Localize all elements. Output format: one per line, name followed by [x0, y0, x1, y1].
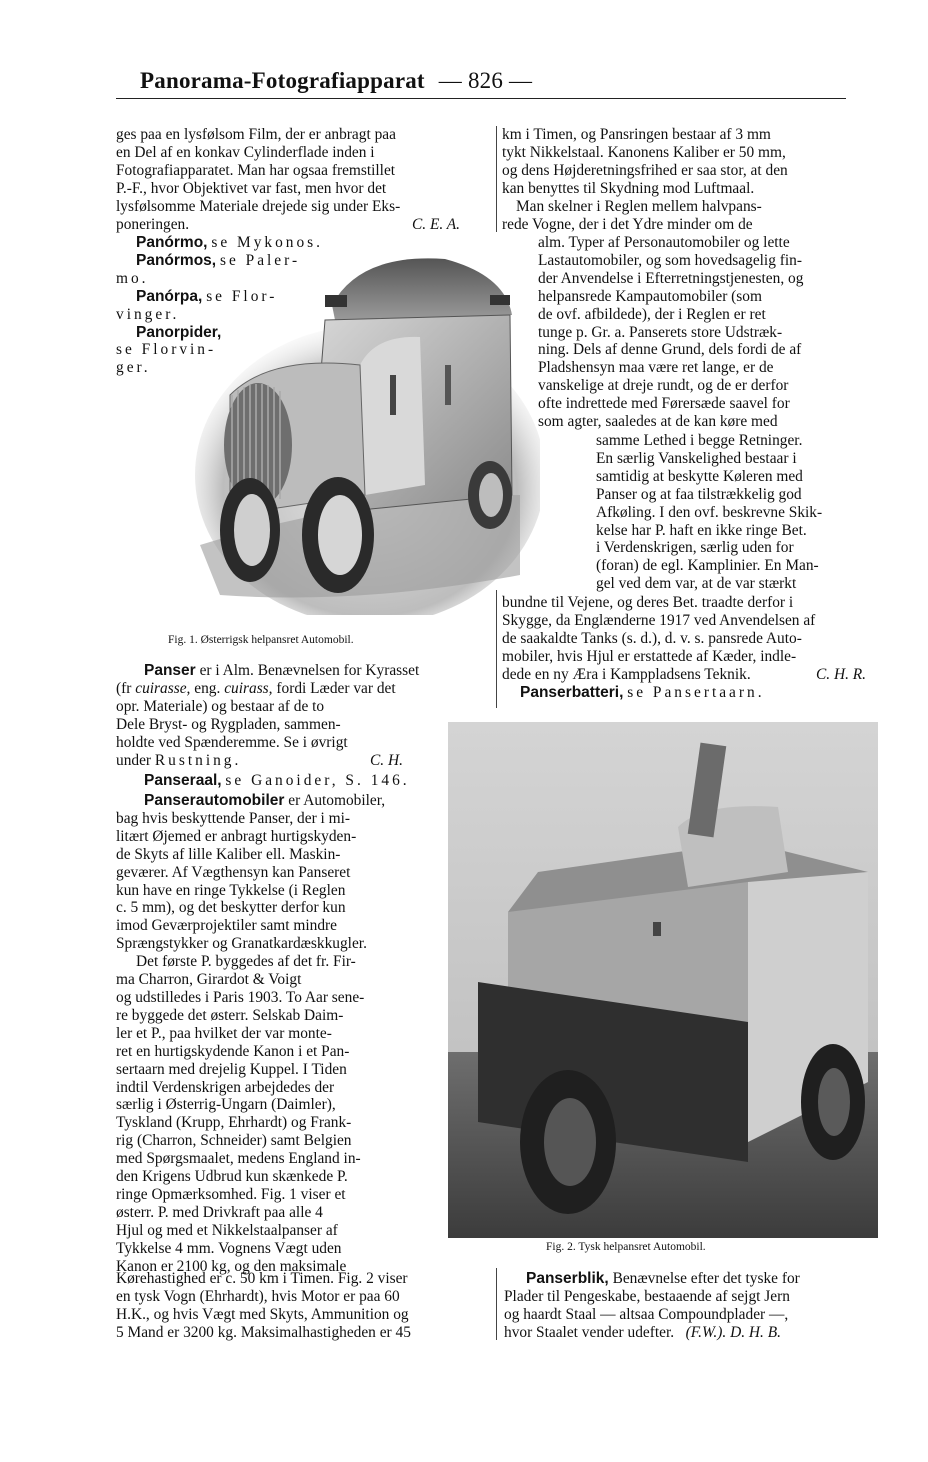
text-line: ning. Dels af denne Grund, dels fordi de af — [538, 341, 802, 359]
headword: Panserbatteri, — [520, 683, 624, 701]
text-line: P.-F., hvor Objektivet var fast, men hvor det — [116, 179, 387, 197]
entry-panorpider-cont: se Florvin- — [116, 341, 217, 359]
text-fragment: (fr — [116, 679, 132, 697]
entry-panorpider-cont2: ger. — [116, 359, 151, 377]
text-line: kelse har P. haft en ikke ringe Bet. — [596, 521, 807, 539]
text-line: Sprængstykker og Granatkardæskkugler. — [116, 935, 367, 953]
text-line — [116, 772, 426, 790]
entry-panserbatteri — [502, 684, 876, 702]
text-line: og dens Højderetningsfrihed er saa stor, at den — [502, 161, 788, 179]
headword: Panórmo, — [136, 234, 208, 251]
text-line — [504, 1270, 878, 1288]
text-line: i Verdenskrigen, særlig uden for — [596, 539, 794, 557]
text-fragment: dede en ny Æra i Kamppladsens Teknik. — [502, 665, 751, 683]
text-line: der Anvendelse i Efterretningstjenesten, og — [538, 269, 804, 287]
right-full-paragraph — [502, 594, 876, 701]
text-line: Tyskland (Krupp, Ehrhardt) og Frank- — [116, 1114, 352, 1132]
text-line: Det første P. byggedes af det fr. Fir- — [136, 953, 356, 971]
text-line: kan benyttes til Skydning mod Luftmaal. — [502, 179, 755, 197]
text-fragment: eng. — [194, 679, 221, 697]
text-line: særlig i Østerrig-Ungarn (Daimler), — [116, 1096, 336, 1114]
text-fragment: er i Alm. Benævnelsen for Kyrasset — [199, 662, 420, 679]
text-line: ofte indrettede med Førersæde saavel for — [538, 395, 790, 413]
text-line — [116, 792, 426, 810]
text-line: re byggede det østerr. Selskab Daim- — [116, 1006, 344, 1024]
text-line — [116, 752, 426, 770]
text-line: ler et P., paa hvilket der var monte- — [116, 1024, 332, 1042]
text-line: Lastautomobiler, og som hovedsagelig fin- — [538, 251, 802, 269]
entry-panser-narrow — [116, 698, 426, 770]
text-line: opr. Materiale) og bestaar af de to — [116, 698, 325, 715]
text-line: samtidig at beskytte Køleren med — [596, 467, 803, 485]
text-line: gel ved dem var, at de var stærkt — [596, 575, 797, 593]
text-line: En særlig Vanskelighed bestaar i — [596, 449, 797, 467]
text-line: (foran) de egl. Kamplinier. En Man- — [596, 557, 819, 575]
text-line: lysfølsomme Materiale drejede sig under Eks- — [116, 197, 401, 215]
text-line: Hjul og med et Nikkelstaalpanser af — [116, 1221, 338, 1239]
signature-cea: C. E. A. — [412, 215, 461, 233]
column-divider-top — [496, 126, 497, 232]
page-header — [140, 68, 532, 94]
left-intro-paragraph — [116, 126, 488, 233]
text-fragment: cuirass, — [224, 679, 273, 697]
text-line: imod Geværprojektiler samt mindre — [116, 917, 337, 935]
reference: se Flor- — [206, 287, 278, 305]
headword: Panórpa, — [136, 287, 203, 305]
entry-panormos-cont: mo. — [116, 269, 149, 287]
text-line: litært Øjemed er anbragt hurtigskyden- — [116, 827, 357, 845]
reference: se Mykonos. — [211, 234, 324, 251]
entry-panorpa-cont: vinger. — [116, 305, 180, 323]
text-line: tykt Nikkelstaal. Kanonens Kaliber er 50 mm, — [502, 143, 786, 161]
text-line — [116, 662, 488, 680]
entry-panseraal — [116, 772, 426, 790]
text-fragment: fordi Læder var det — [276, 679, 396, 697]
headword: Panórmos, — [136, 251, 217, 269]
text-line: vanskelige at dreje rundt, og de er derfor — [538, 377, 789, 395]
text-line: H.K., og hvis Vægt med Skyts, Ammunition og — [116, 1305, 409, 1323]
text-line: ret en hurtigskydende Kanon i et Pan- — [116, 1042, 350, 1060]
text-line: sertaarn med drejelig Kuppel. I Tiden — [116, 1060, 347, 1078]
text-line: bundne til Vejene, og deres Bet. traadte derfor i — [502, 594, 794, 611]
text-line: de saakaldte Tanks (s. d.), d. v. s. pansrede Auto- — [502, 629, 802, 647]
text-line: ringe Opmærksomhed. Fig. 1 viser et — [116, 1185, 346, 1203]
armored-car-illustration — [160, 245, 540, 615]
text-fragment: poneringen. — [116, 215, 190, 233]
text-line: Kanon er 2100 kg, og den maksimale — [116, 1257, 347, 1275]
text-line: en Del af en konkav Cylinderflade inden i — [116, 143, 375, 161]
text-fragment: hvor Staalet vender udefter. — [504, 1323, 675, 1341]
headword: Panserblik, — [526, 1270, 609, 1287]
text-fragment: Benævnelse efter det tyske for — [612, 1270, 800, 1287]
reference: se Paler- — [219, 251, 301, 269]
text-line: Fotografiapparatet. Man har ogsaa fremstillet — [116, 161, 396, 179]
text-line — [504, 1324, 878, 1342]
header-rule — [116, 98, 846, 99]
text-line: tunge p. Gr. a. Panserets store Udstræk- — [538, 323, 783, 341]
figure-2-caption: Fig. 2. Tysk helpansret Automobil. — [546, 1241, 706, 1253]
text-line: de Skyts af lille Kaliber ell. Maskin- — [116, 845, 341, 863]
text-line: indtil Verdenskrigen arbejdedes der — [116, 1078, 335, 1096]
text-line: den Krigens Udbrud kun skænkede P. — [116, 1168, 348, 1186]
text-line: c. 5 mm), og det beskytter derfor kun — [116, 899, 346, 917]
text-line: med Spørgsmaalet, medens England in- — [116, 1150, 361, 1168]
text-line: rede Vogne, der i det Ydre minder om de — [502, 215, 753, 233]
right-mid-paragraph — [538, 234, 874, 431]
text-line: Kørehastighed er c. 50 km i Timen. Fig. 2 viser — [116, 1270, 408, 1287]
headword: Panorpider, — [136, 323, 222, 341]
text-line: Afkøling. I den ovf. beskrevne Skik- — [596, 503, 823, 521]
text-line — [502, 666, 876, 684]
text-line: en tysk Vogn (Ehrhardt), hvis Motor er paa 60 — [116, 1287, 400, 1305]
headword: Panseraal, — [144, 772, 222, 789]
entry-panser — [116, 662, 488, 698]
text-line: ma Charron, Girardot & Voigt — [116, 971, 302, 989]
header-title: Panorama-Fotografiapparat — [140, 68, 425, 93]
headword: Panser — [144, 662, 196, 679]
text-line: km i Timen, og Pansringen bestaar af 3 mm — [502, 126, 771, 143]
column-divider-bottom — [496, 1268, 497, 1340]
text-fragment: cuirasse, — [135, 679, 191, 697]
armored-car-photo — [448, 722, 878, 1238]
entry-panserautomobiler-wide — [116, 1270, 492, 1342]
text-line: alm. Typer af Personautomobiler og lette — [538, 234, 790, 251]
figure-2-image — [448, 722, 878, 1238]
right-top-paragraph — [502, 126, 876, 233]
text-line: Panser og at faa tilstrækkelig god — [596, 485, 802, 503]
text-line: helpansrede Kampautomobiler (som — [538, 287, 762, 305]
text-line: de ovf. afbildede), der i Reglen er ret — [538, 305, 766, 323]
signature: D. H. B. — [730, 1323, 781, 1341]
text-line — [116, 680, 488, 698]
text-line: som agter, saaledes at de kan køre med — [538, 413, 778, 431]
right-narrow-paragraph — [596, 432, 874, 593]
text-line: samme Lethed i begge Retninger. — [596, 432, 803, 449]
text-line: Pladshensyn maa være ret lange, er de — [538, 359, 774, 377]
figure-1-image — [160, 245, 540, 615]
signature: C. H. R. — [816, 665, 867, 683]
page-number: — 826 — — [438, 68, 533, 93]
text-line: holdte ved Spænderemme. Se i øvrigt — [116, 733, 348, 751]
signature: C. H. — [370, 751, 403, 769]
headword: Panserautomobiler — [144, 792, 285, 809]
text-fragment: er Automobiler, — [288, 792, 386, 809]
text-line: og udstilledes i Paris 1903. To Aar sene- — [116, 988, 365, 1006]
text-line: Dele Bryst- og Rygpladen, sammen- — [116, 715, 341, 733]
figure-1-caption: Fig. 1. Østerrigsk helpansret Automobil. — [168, 634, 354, 646]
text-line: bag hvis beskyttende Panser, der i mi- — [116, 809, 351, 827]
text-line: Plader til Pengeskabe, bestaaende af sejgt Jern — [504, 1287, 790, 1305]
text-line: mobiler, hvis Hjul er erstattede af Kæder, indle- — [502, 647, 797, 665]
text-line: Tykkelse 4 mm. Vognens Vægt uden — [116, 1239, 342, 1257]
text-line: Skygge, da Englænderne 1917 ved Anvendelsen af — [502, 611, 816, 629]
text-line — [116, 216, 488, 234]
text-fragment: (F.W.). — [685, 1323, 727, 1341]
text-line: geværer. Af Vægthensyn kan Panseret — [116, 863, 351, 881]
text-line: kun have en ringe Tykkelse (i Reglen — [116, 881, 346, 899]
text-line: 5 Mand er 3200 kg. Maksimalhastigheden er 45 — [116, 1323, 411, 1341]
text-line: og haardt Staal — altsaa Compoundplader —, — [504, 1305, 789, 1323]
text-line: ges paa en lysfølsom Film, der er anbragt paa — [116, 126, 396, 143]
text-line: Man skelner i Reglen mellem halvpans- — [516, 197, 762, 215]
entry-panserblik — [504, 1270, 878, 1342]
text-line: østerr. P. med Drivkraft paa alle 4 — [116, 1203, 323, 1221]
text-fragment: Rustning. — [154, 751, 242, 769]
reference: se Pansertaarn. — [627, 683, 765, 701]
reference: se Ganoider, S. 146. — [225, 772, 410, 789]
text-line: rig (Charron, Schneider) samt Belgien — [116, 1132, 352, 1150]
text-fragment: under — [116, 751, 152, 769]
entry-panserautomobiler — [116, 792, 426, 1275]
